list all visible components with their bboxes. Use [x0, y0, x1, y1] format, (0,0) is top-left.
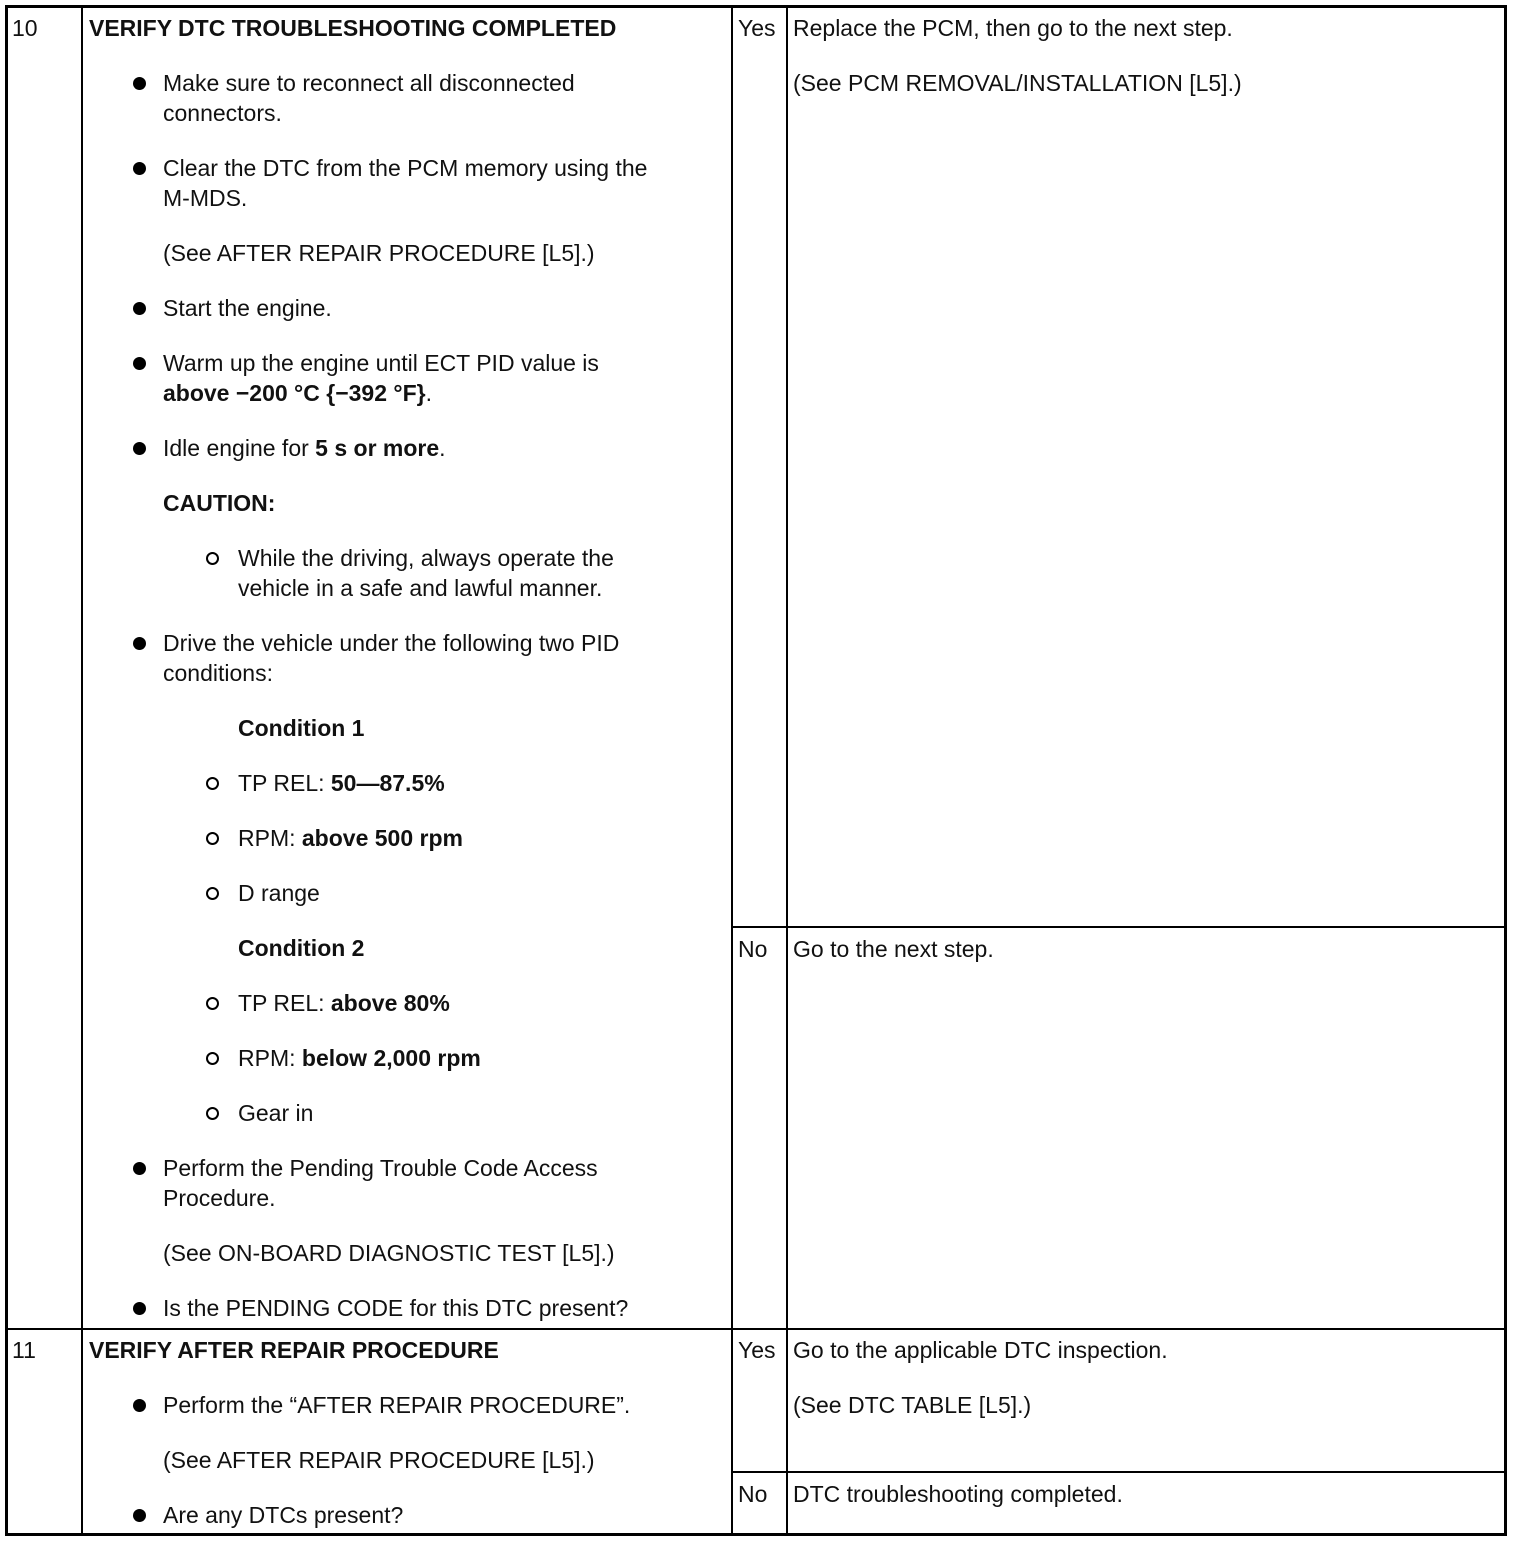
- sub-bullet-icon: [206, 1052, 219, 1065]
- punctuation: .: [439, 435, 446, 461]
- row-divider-step10-no: [731, 926, 1507, 928]
- reference-text: (See AFTER REPAIR PROCEDURE [L5].): [163, 1447, 595, 1473]
- column-divider-inspection: [731, 6, 733, 1535]
- no-action: Go to the next step.: [793, 936, 994, 962]
- condition-heading: Condition 1: [238, 715, 365, 741]
- condition-heading: Condition 2: [238, 935, 365, 961]
- step-title: VERIFY DTC TROUBLESHOOTING COMPLETED: [89, 15, 617, 41]
- bullet-icon: [133, 1399, 146, 1412]
- bullet-icon: [133, 302, 146, 315]
- sub-bullet-icon: [206, 552, 219, 565]
- row-divider-step11: [6, 1328, 1507, 1330]
- sub-bullet-icon: [206, 777, 219, 790]
- step-number: 11: [12, 1337, 36, 1363]
- value-text: below 2,000 rpm: [301, 1045, 481, 1071]
- bullet-icon: [133, 162, 146, 175]
- instruction-text: Start the engine.: [163, 295, 332, 321]
- condition-text: [238, 823, 463, 853]
- sub-bullet-icon: [206, 997, 219, 1010]
- column-divider-result: [786, 6, 788, 1535]
- instruction-text: connectors.: [163, 100, 282, 126]
- label-text: RPM:: [238, 825, 302, 851]
- label-text: TP REL:: [238, 770, 331, 796]
- column-divider-step: [81, 6, 83, 1535]
- value-text: above 500 rpm: [301, 825, 463, 851]
- step-number: 10: [12, 15, 38, 41]
- punctuation: .: [425, 380, 432, 406]
- question-text: Are any DTCs present?: [163, 1502, 404, 1528]
- no-label: No: [738, 936, 768, 962]
- yes-label: Yes: [738, 15, 776, 41]
- bullet-icon: [133, 77, 146, 90]
- instruction-text: Perform the “AFTER REPAIR PROCEDURE”.: [163, 1392, 631, 1418]
- value-text: above −200 °C {−392 °F}: [163, 380, 426, 406]
- instruction-text: Drive the vehicle under the following two PID: [163, 630, 620, 656]
- yes-action: Replace the PCM, then go to the next step.: [793, 15, 1233, 41]
- condition-text: D range: [238, 880, 320, 906]
- condition-text: Gear in: [238, 1100, 314, 1126]
- no-label: No: [738, 1481, 768, 1507]
- instruction-text: [163, 378, 432, 408]
- instruction-text: conditions:: [163, 660, 273, 686]
- sub-bullet-icon: [206, 832, 219, 845]
- instruction-text: Clear the DTC from the PCM memory using the: [163, 155, 648, 181]
- bullet-icon: [133, 1509, 146, 1522]
- instruction-text: [163, 433, 446, 463]
- caution-text: While the driving, always operate the: [238, 545, 614, 571]
- condition-text: [238, 988, 450, 1018]
- label-text: Idle engine for: [163, 435, 316, 461]
- sub-bullet-icon: [206, 887, 219, 900]
- bullet-icon: [133, 357, 146, 370]
- bullet-icon: [133, 1302, 146, 1315]
- sub-bullet-icon: [206, 1107, 219, 1120]
- step-title: VERIFY AFTER REPAIR PROCEDURE: [89, 1337, 499, 1363]
- no-action: DTC troubleshooting completed.: [793, 1481, 1123, 1507]
- yes-label: Yes: [738, 1337, 776, 1363]
- value-text: 5 s or more: [315, 435, 440, 461]
- reference-text: (See DTC TABLE [L5].): [793, 1392, 1032, 1418]
- condition-text: [238, 1043, 481, 1073]
- question-text: Is the PENDING CODE for this DTC present?: [163, 1295, 629, 1321]
- instruction-text: Procedure.: [163, 1185, 276, 1211]
- bullet-icon: [133, 442, 146, 455]
- yes-action: Go to the applicable DTC inspection.: [793, 1337, 1168, 1363]
- label-text: TP REL:: [238, 990, 331, 1016]
- instruction-text: Perform the Pending Trouble Code Access: [163, 1155, 598, 1181]
- instruction-text: M-MDS.: [163, 185, 248, 211]
- bullet-icon: [133, 637, 146, 650]
- reference-text: (See PCM REMOVAL/INSTALLATION [L5].): [793, 70, 1242, 96]
- bullet-icon: [133, 1162, 146, 1175]
- instruction-text: Warm up the engine until ECT PID value is: [163, 350, 599, 376]
- value-text: 50—87.5%: [330, 770, 445, 796]
- caution-text: vehicle in a safe and lawful manner.: [238, 575, 603, 601]
- reference-text: (See ON-BOARD DIAGNOSTIC TEST [L5].): [163, 1240, 615, 1266]
- caution-heading: CAUTION:: [163, 490, 276, 516]
- condition-text: [238, 768, 445, 798]
- row-divider-step11-no: [731, 1471, 1507, 1473]
- instruction-text: Make sure to reconnect all disconnected: [163, 70, 575, 96]
- value-text: above 80%: [330, 990, 450, 1016]
- reference-text: (See AFTER REPAIR PROCEDURE [L5].): [163, 240, 595, 266]
- label-text: RPM:: [238, 1045, 302, 1071]
